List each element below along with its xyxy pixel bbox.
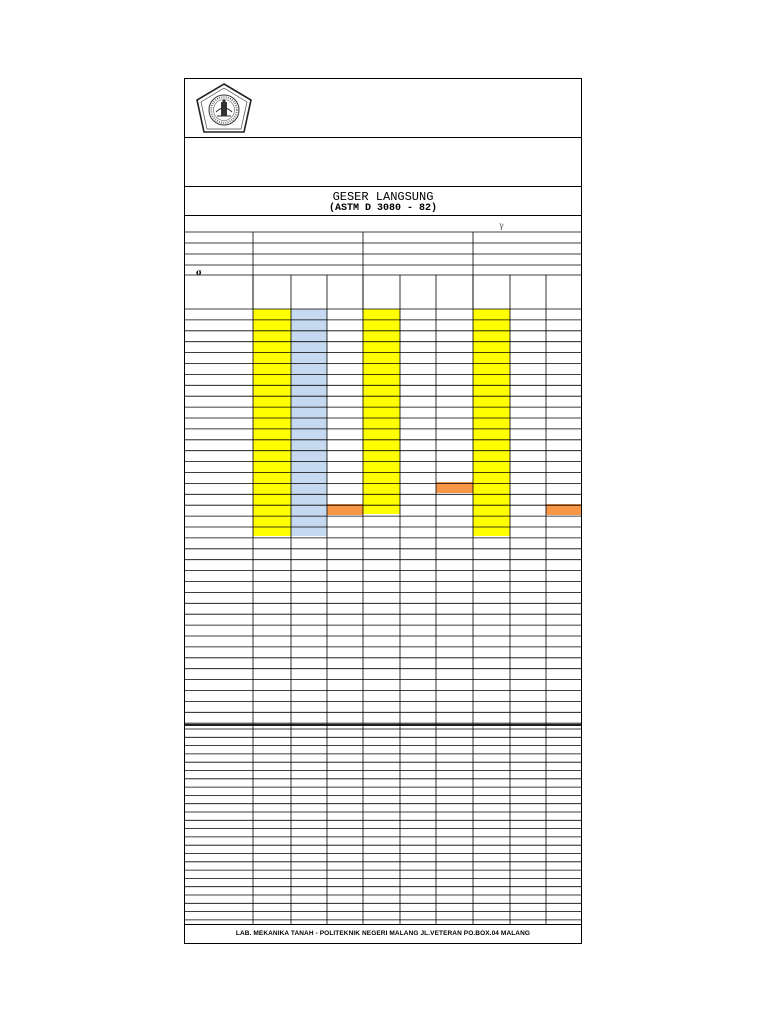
footer-address: LAB. MEKANIKA TANAH - POLITEKNIK NEGERI MALANG JL.VETERAN PO.BOX.04 MALANG [185,924,581,943]
document-subtitle: (ASTM D 3080 - 82) [328,203,438,214]
yellow-column-fill [473,309,510,536]
sigma-symbol: σ [196,267,202,277]
blue-column-fill [291,309,327,536]
orange-cell-fill [327,504,363,515]
measurement-table [185,79,581,943]
orange-cell-fill [546,504,581,515]
yellow-column-fill [253,309,291,536]
data-sheet [184,78,582,944]
document-title: GESER LANGSUNG [332,190,434,204]
gamma-symbol: γ [499,221,504,230]
